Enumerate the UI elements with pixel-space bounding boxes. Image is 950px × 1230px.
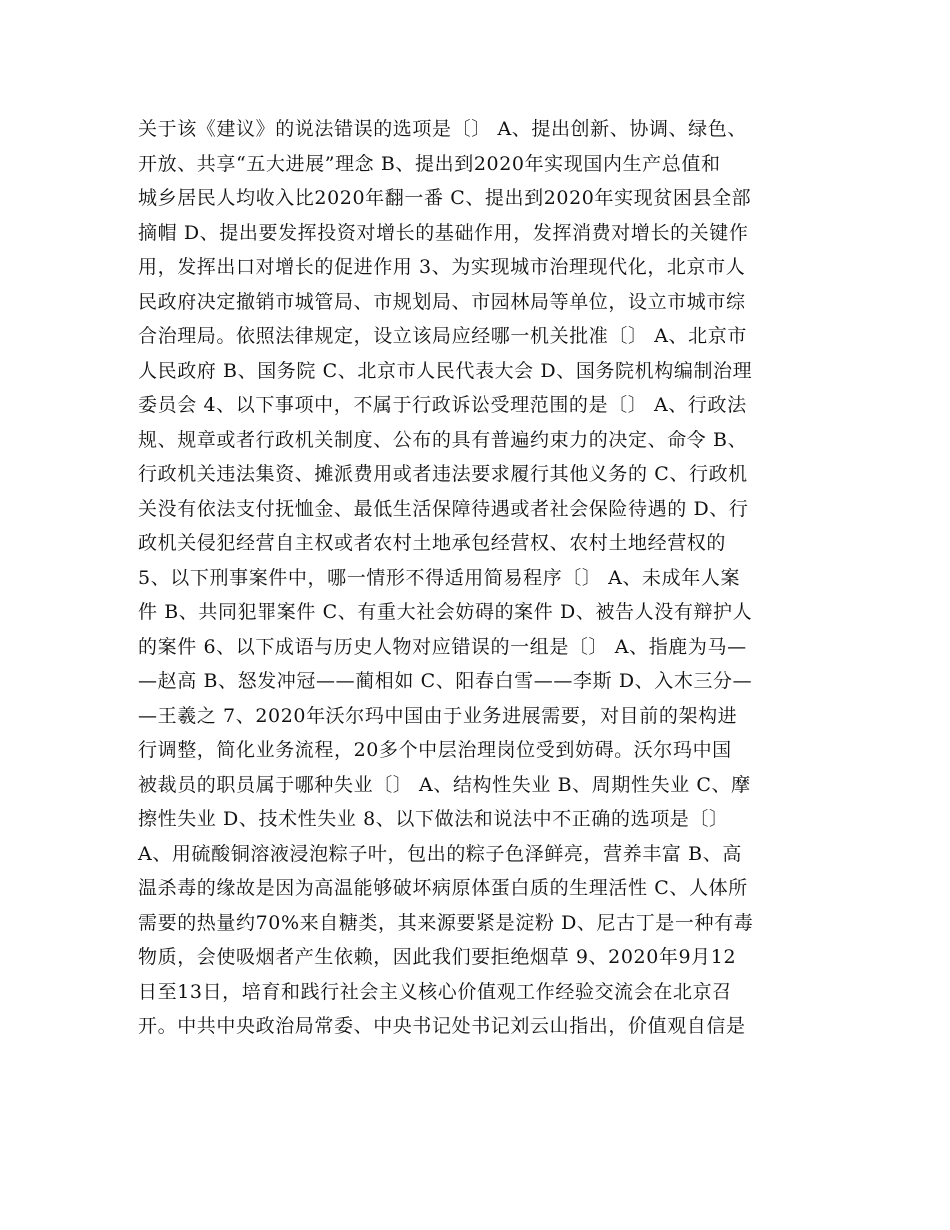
text-line: 规、规章或者行政机关制度、公布的具有普遍约束力的决定、命令 B、: [138, 428, 748, 451]
text-line: 摘帽 D、提出要发挥投资对增长的基础作用，发挥消费对增长的关键作: [138, 221, 749, 244]
text-line: 行调整，简化业务流程，20多个中层治理岗位受到妨碍。沃尔玛中国: [138, 739, 732, 761]
text-line: A、用硫酸铜溶液浸泡粽子叶，包出的粽子色泽鲜亮，营养丰富 B、高: [138, 842, 742, 865]
text-line: 政机关侵犯经营自主权或者农村土地承包经营权、农村土地经营权的: [138, 532, 727, 554]
text-line: 的案件 6、以下成语与历史人物对应错误的一组是〔〕 A、指鹿为马—: [138, 635, 747, 658]
text-line: 用，发挥出口对增长的促进作用 3、为实现城市治理现代化，北京市人: [138, 256, 746, 278]
text-line: 委员会 4、以下事项中，不属于行政诉讼受理范围的是〔〕 A、行政法: [138, 394, 747, 416]
text-line: 5、以下刑事案件中，哪一情形不得适用简易程序〔〕 A、未成年人案: [138, 566, 741, 589]
text-line: 开放、共享“五大进展”理念 B、提出到2020年实现国内生产总值和: [138, 152, 721, 175]
text-line: 民政府决定撤销市城管局、市规划局、市园林局等单位，设立市城市综: [138, 290, 746, 313]
text-line: 行政机关违法集资、摊派费用或者违法要求履行其他义务的 C、行政机: [138, 463, 748, 485]
text-line: 日至13日，培育和践行社会主义核心价值观工作经验交流会在北京召: [138, 980, 732, 1003]
text-line: 人民政府 B、国务院 C、北京市人民代表大会 D、国务院机构编制治理: [138, 359, 753, 382]
text-line: 物质，会使吸烟者产生依赖，因此我们要拒绝烟草 9、2020年9月12: [138, 946, 737, 968]
text-line: 开。中共中央政治局常委、中央书记处书记刘云山指出，价值观自信是: [138, 1015, 746, 1037]
text-line: 合治理局。依照法律规定，设立该局应经哪一机关批准〔〕 A、北京市: [138, 325, 747, 347]
text-line: 城乡居民人均收入比2020年翻一番 C、提出到2020年实现贫困县全部: [138, 187, 752, 209]
text-line: 需要的热量约70%来自糖类，其来源要紧是淀粉 D、尼古丁是一种有毒: [138, 911, 754, 934]
text-line: 件 B、共同犯罪案件 C、有重大社会妨碍的案件 D、被告人没有辩护人: [138, 601, 753, 623]
text-line: 擦性失业 D、技术性失业 8、以下做法和说法中不正确的选项是〔〕: [138, 808, 729, 830]
text-line: 关没有依法支付抚恤金、最低生活保障待遇或者社会保险待遇的 D、行: [138, 497, 749, 520]
text-line: 关于该《建议》的说法错误的选项是〔〕 A、提出创新、协调、绿色、: [138, 118, 747, 140]
document-body: [138, 112, 828, 1044]
text-line: 温杀毒的缘故是因为高温能够破坏病原体蛋白质的生理活性 C、人体所: [138, 877, 748, 899]
text-line: 被裁员的职员属于哪种失业〔〕 A、结构性失业 B、周期性失业 C、摩: [138, 773, 751, 796]
text-line: —王羲之 7、2020年沃尔玛中国由于业务进展需要，对目前的架构进: [138, 704, 738, 727]
text-line: —赵高 B、怒发冲冠——蔺相如 C、阳春白雪——李斯 D、入木三分—: [138, 670, 753, 692]
